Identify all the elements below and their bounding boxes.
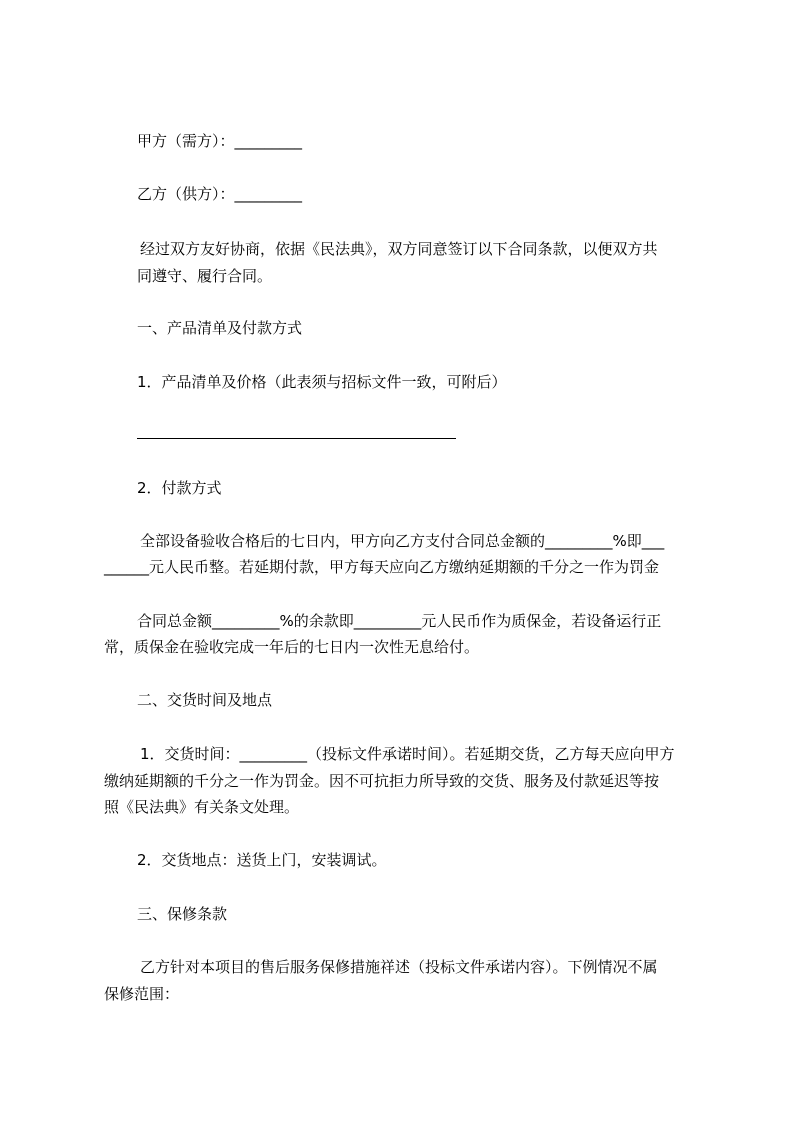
delivery-time-line2: 缴纳延期额的千分之一作为罚金。因不可抗拒力所导致的交货、服务及付款延迟等按 xyxy=(104,772,660,790)
section1-item1: 1．产品清单及价格（此表须与招标文件一致，可附后） xyxy=(137,373,507,391)
payment-para1-line2: ______元人民币整。若延期付款，甲方每天应向乙方缴纳延期额的千分之一作为罚金 xyxy=(104,558,660,576)
section3-title: 三、保修条款 xyxy=(137,905,228,923)
section1-item2: 2．付款方式 xyxy=(137,479,222,497)
payment-para2-line2: 常，质保金在验收完成一年后的七日内一次性无息给付。 xyxy=(104,638,480,656)
section2-title: 二、交货时间及地点 xyxy=(137,691,273,709)
delivery-time-line1: 1．交货时间：_________（投标文件承诺时间）。若延期交货，乙方每天应向甲方 xyxy=(140,745,675,763)
section2-item2: 2．交货地点：送货上门，安装调试。 xyxy=(137,851,387,869)
intro-line-1: 经过双方友好协商，依据《民法典》，双方同意签订以下合同条款，以便双方共 xyxy=(140,240,658,258)
party-a-line: 甲方（需方）：_________ xyxy=(137,132,303,150)
warranty-para-line1: 乙方针对本项目的售后服务保修措施祥述（投标文件承诺内容）。下例情况不属 xyxy=(140,958,658,976)
warranty-para-line2: 保修范围： xyxy=(104,985,180,1003)
payment-para2-line1: 合同总金额_________%的余款即_________元人民币作为质保金，若设备运行正 xyxy=(137,612,662,630)
section1-title: 一、产品清单及付款方式 xyxy=(137,319,303,337)
party-b-line: 乙方（供方）：_________ xyxy=(137,185,303,203)
delivery-time-line3: 照《民法典》有关条文处理。 xyxy=(104,798,300,816)
intro-line-2: 同遵守、履行合同。 xyxy=(137,267,273,285)
payment-para1-line1: 全部设备验收合格后的七日内，甲方向乙方支付合同总金额的_________%即___ xyxy=(140,532,665,550)
product-list-blank-rule xyxy=(137,438,456,439)
